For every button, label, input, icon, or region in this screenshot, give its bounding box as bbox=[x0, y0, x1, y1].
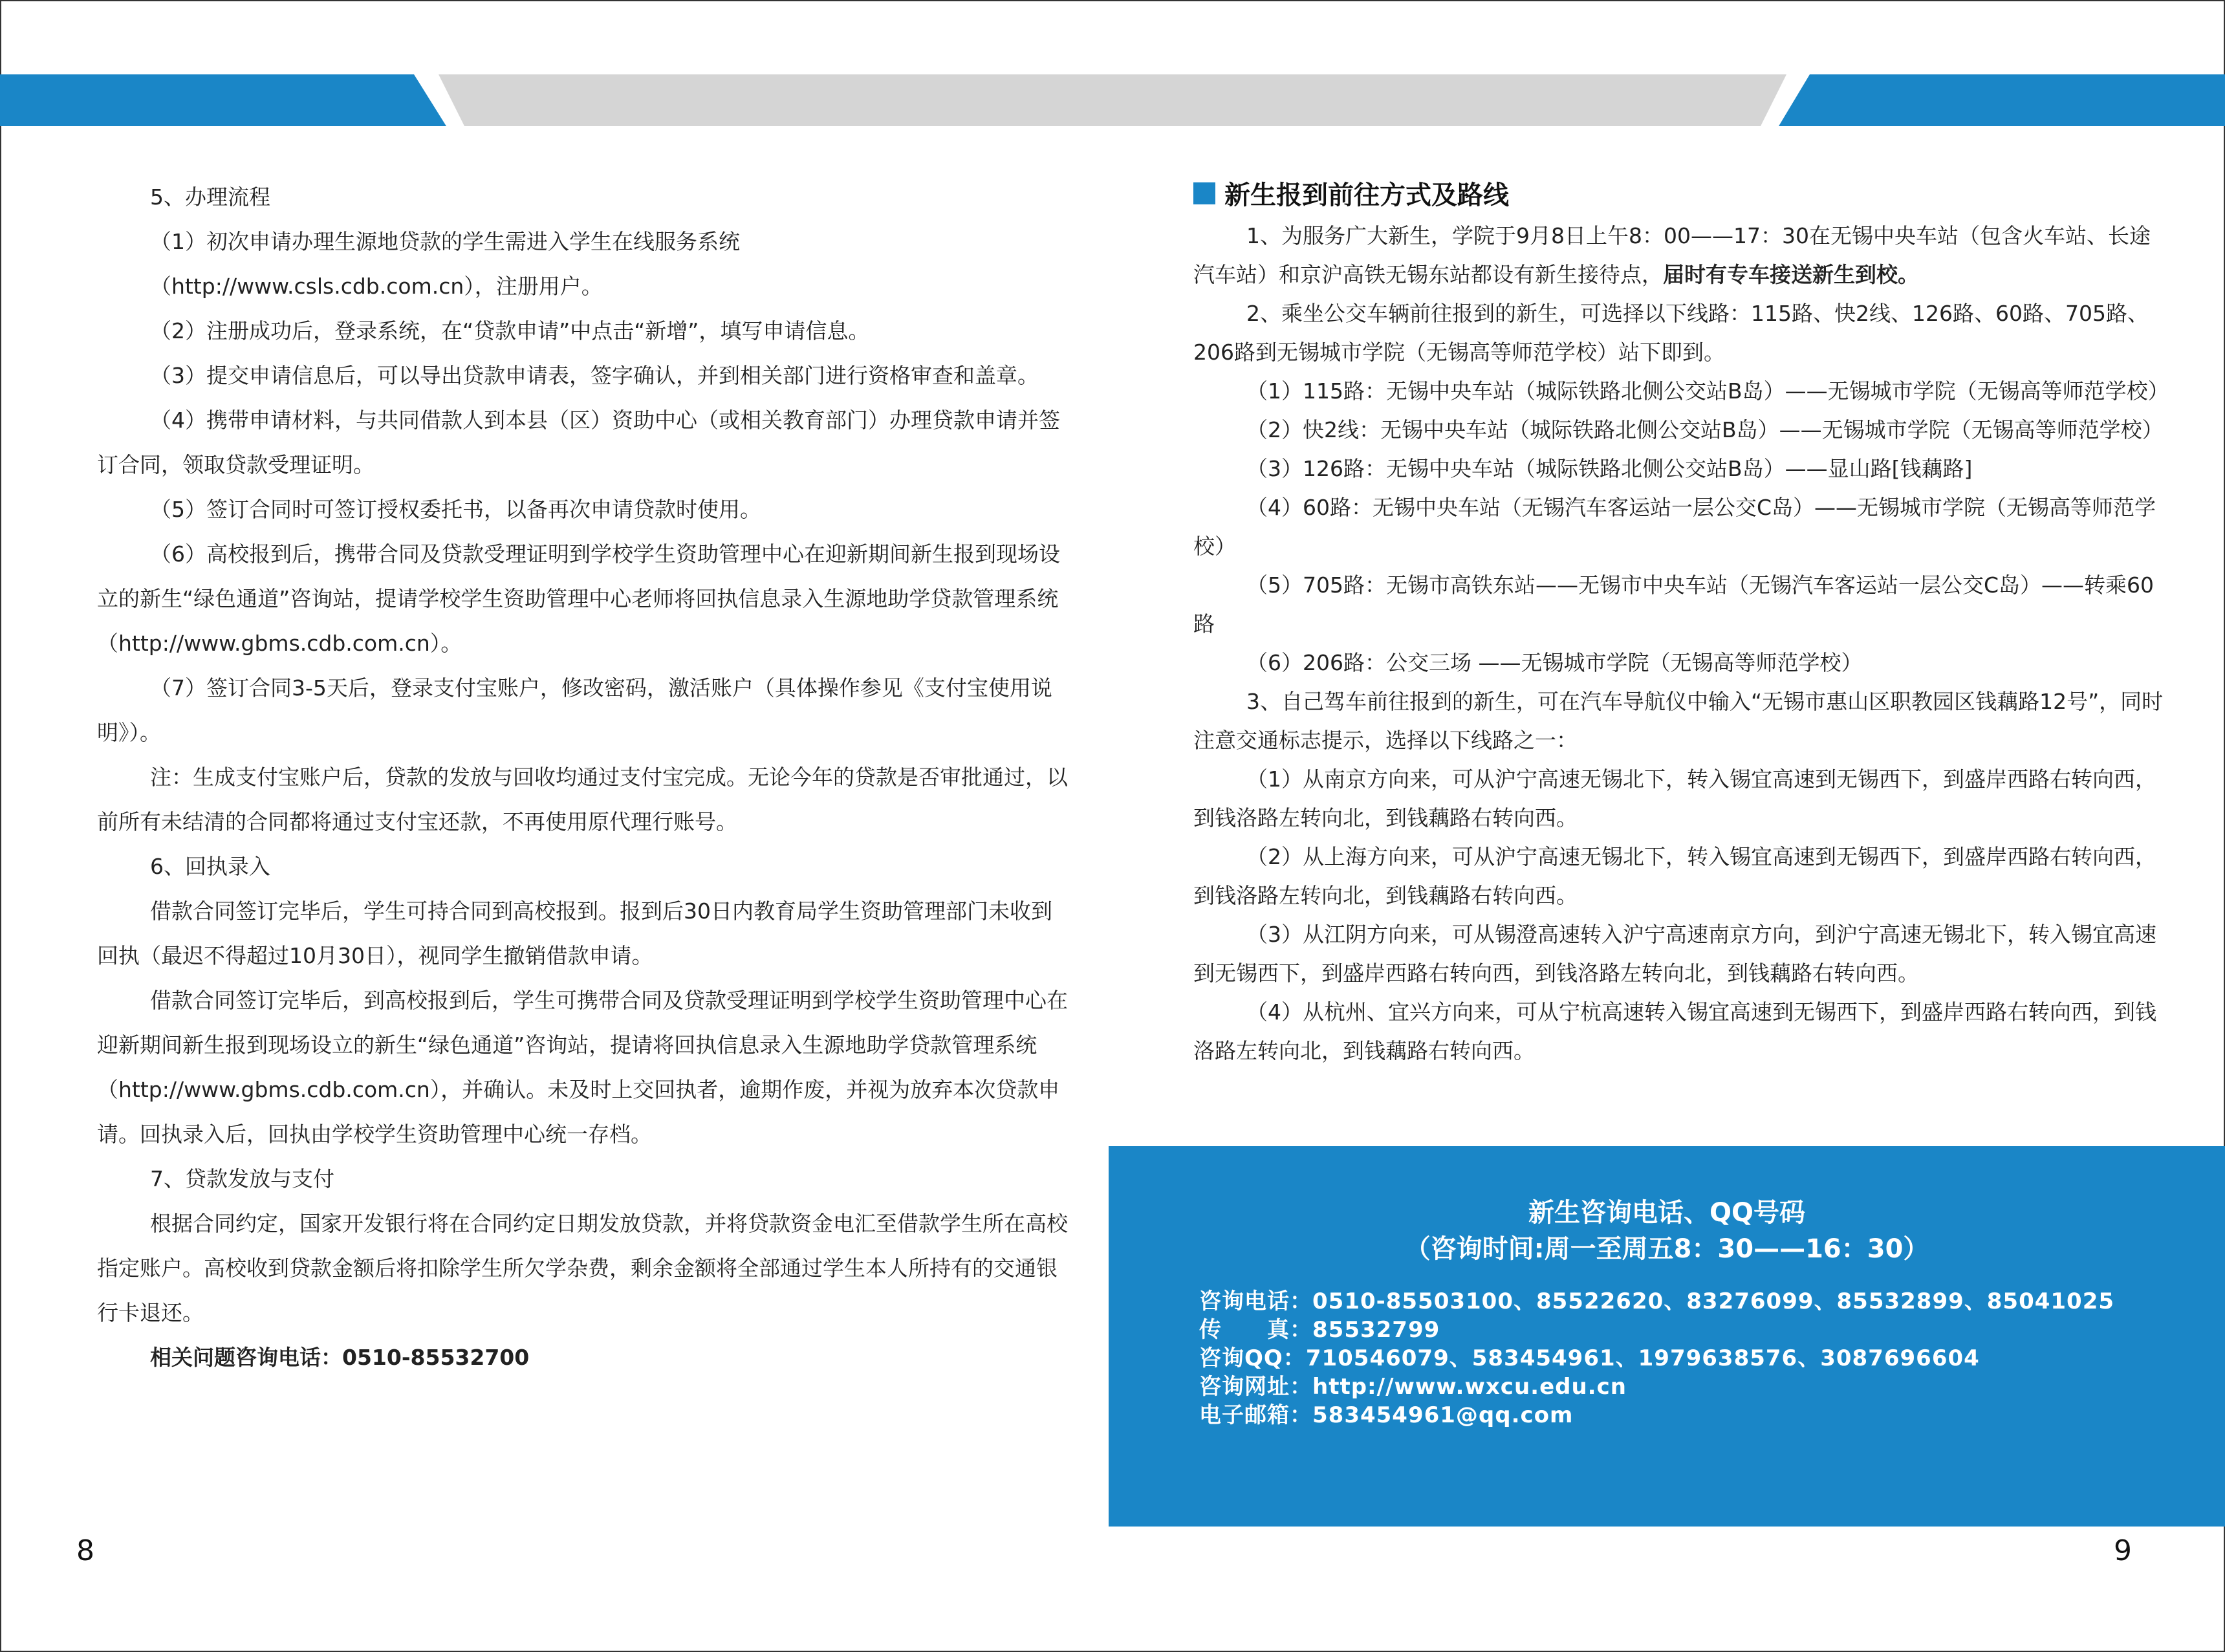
contact-value[interactable]: http://www.wxcu.edu.cn bbox=[1312, 1374, 1627, 1400]
contact-row-phone bbox=[1199, 1287, 2114, 1316]
contact-label: 电子邮箱： bbox=[1199, 1402, 1312, 1428]
right-page-content bbox=[1193, 175, 2169, 1071]
drive-route: （3）从江阴方向来，可从锡澄高速转入沪宁高速南京方向，到沪宁高速无锡北下，转入锡宜高速到无锡西下，到盛岸西路右转向西，到钱洛路左转向北，到钱藕路右转向西。 bbox=[1193, 922, 2156, 986]
drive-route: （1）从南京方向来，可从沪宁高速无锡北下，转入锡宜高速到无锡西下，到盛岸西路右转向西，到钱洛路左转向北，到钱藕路右转向西。 bbox=[1193, 766, 2156, 831]
right-paragraph: 3、自己驾车前往报到的新生，可在汽车导航仪中输入“无锡市惠山区职教园区钱藕路12号”，同时注意交通标志提示，选择以下线路之一： bbox=[1193, 689, 2164, 753]
contact-value: 85532799 bbox=[1312, 1317, 1440, 1343]
left-paragraph: 注：生成支付宝账户后，贷款的发放与回收均通过支付宝完成。无论今年的贷款是否审批通过，以前所有未结清的合同都将通过支付宝还款，不再使用原代理行账号。 bbox=[97, 765, 1068, 834]
drive-route: （2）从上海方向来，可从沪宁高速无锡北下，转入锡宜高速到无锡西下，到盛岸西路右转向西，到钱洛路左转向北，到钱藕路右转向西。 bbox=[1193, 844, 2156, 908]
contact-title-line2: （咨询时间:周一至周五8：30——16：30） bbox=[1404, 1234, 1929, 1264]
bus-route: （1）115路：无锡中央车站（城际铁路北侧公交站B岛）——无锡城市学院（无锡高等师范学校） bbox=[1246, 378, 2169, 404]
contact-row-fax bbox=[1199, 1316, 2114, 1344]
bus-route: （5）705路：无锡市高铁东站——无锡市中央车站（无锡汽车客运站一层公交C岛）——转乘60路 bbox=[1193, 572, 2154, 636]
left-paragraph: 根据合同约定，国家开发银行将在合同约定日期发放贷款，并将贷款资金电汇至借款学生所在高校指定账户。高校收到贷款金额后将扣除学生所欠学杂费，剩余金额将全部通过学生本人所持有的交通银行卡退还。 bbox=[97, 1211, 1068, 1325]
contact-row-qq bbox=[1199, 1344, 2114, 1373]
contact-row-website bbox=[1199, 1373, 2114, 1401]
banner-center-gray bbox=[439, 74, 1786, 126]
contact-value: 0510-85503100、85522620、83276099、85532899、85041025 bbox=[1312, 1288, 2115, 1314]
contact-label: 咨询QQ： bbox=[1199, 1345, 1306, 1371]
bus-route: （6）206路：公交三场 ——无锡城市学院（无锡高等师范学校） bbox=[1246, 650, 1863, 675]
left-paragraph: 7、贷款发放与支付 bbox=[150, 1166, 334, 1191]
right-paragraph: 2、乘坐公交车辆前往报到的新生，可选择以下线路：115路、快2线、126路、60路、705路、206路到无锡城市学院（无锡高等师范学校）站下即到。 bbox=[1193, 301, 2149, 365]
consult-phone-line: 相关问题咨询电话：0510-85532700 bbox=[150, 1345, 530, 1370]
bus-route: （3）126路：无锡中央车站（城际铁路北侧公交站B岛）——显山路[钱藕路] bbox=[1246, 456, 1973, 481]
left-paragraph: （3）提交申请信息后，可以导出贷款申请表，签字确认，并到相关部门进行资格审查和盖章。 bbox=[150, 363, 1039, 388]
left-paragraph: 6、回执录入 bbox=[150, 854, 270, 879]
left-paragraph: 借款合同签订完毕后，学生可持合同到高校报到。报到后30日内教育局学生资助管理部门未收到回执（最迟不得超过10月30日），视同学生撤销借款申请。 bbox=[97, 898, 1052, 968]
left-paragraph: 借款合同签订完毕后，到高校报到后，学生可携带合同及贷款受理证明到学校学生资助管理中心在迎新期间新生报到现场设立的新生“绿色通道”咨询站，提请将回执信息录入生源地助学贷款管理系统（http://www.gbms.cdb.com.cn），并确认。未及时上交回执者，逾期作废，并视为放弃本次贷款申请。回执录入后，回执由学校学生资助管理中心统一存档。 bbox=[97, 988, 1068, 1147]
left-paragraph: （2）注册成功后，登录系统，在“贷款申请”中点击“新增”，填写申请信息。 bbox=[150, 318, 870, 343]
left-paragraph: 5、办理流程 bbox=[150, 184, 270, 210]
section-heading-text: 新生报到前往方式及路线 bbox=[1224, 180, 1509, 210]
left-page-content bbox=[97, 175, 1070, 1380]
shuttle-bold-text: 届时有专车接送新生到校。 bbox=[1663, 262, 1919, 287]
contact-value[interactable]: 583454961@qq.com bbox=[1312, 1402, 1574, 1428]
left-paragraph: （1）初次申请办理生源地贷款的学生需进入学生在线服务系统 bbox=[150, 229, 740, 254]
contact-box bbox=[1109, 1146, 2225, 1527]
left-paragraph: （6）高校报到后，携带合同及贷款受理证明到学校学生资助管理中心在迎新期间新生报到现场设立的新生“绿色通道”咨询站，提请学校学生资助管理中心老师将回执信息录入生源地助学贷款管理系统（http://www.gbms.cdb.com.cn）。 bbox=[97, 541, 1060, 656]
left-paragraph: （http://www.csls.cdb.com.cn），注册用户。 bbox=[150, 274, 603, 299]
contact-value: 710546079、583454961、1979638576、3087696604 bbox=[1305, 1345, 1980, 1371]
right-paragraph bbox=[1193, 217, 2164, 294]
header-banner bbox=[0, 0, 2225, 129]
contact-row-email bbox=[1199, 1401, 2114, 1429]
left-paragraph: （7）签订合同3-5天后，登录支付宝账户，修改密码，激活账户（具体操作参见《支付宝使用说明》）。 bbox=[97, 675, 1052, 745]
bus-route: （2）快2线：无锡中央车站（城际铁路北侧公交站B岛）——无锡城市学院（无锡高等师范学校） bbox=[1246, 417, 2164, 442]
banner-right-blue bbox=[1779, 74, 2225, 126]
left-paragraph: （4）携带申请材料，与共同借款人到本县（区）资助中心（或相关教育部门）办理贷款申请并签订合同，领取贷款受理证明。 bbox=[97, 408, 1060, 477]
banner-left-blue bbox=[0, 74, 446, 126]
contact-label: 咨询网址： bbox=[1199, 1374, 1312, 1400]
bus-route: （4）60路：无锡中央车站（无锡汽车客运站一层公交C岛）——无锡城市学院（无锡高等师范学校） bbox=[1193, 495, 2156, 559]
left-paragraph: （5）签订合同时可签订授权委托书，以备再次申请贷款时使用。 bbox=[150, 497, 761, 522]
heading-square-icon bbox=[1193, 182, 1215, 204]
contact-title bbox=[1109, 1195, 2225, 1267]
contact-label: 咨询电话： bbox=[1199, 1288, 1312, 1314]
contact-title-line1: 新生咨询电话、QQ号码 bbox=[1528, 1198, 1805, 1228]
contact-list bbox=[1199, 1287, 2114, 1429]
contact-label: 传 真： bbox=[1199, 1317, 1312, 1343]
page-number-left: 8 bbox=[76, 1534, 94, 1567]
drive-route: （4）从杭州、宜兴方向来，可从宁杭高速转入锡宜高速到无锡西下，到盛岸西路右转向西，到钱洛路左转向北，到钱藕路右转向西。 bbox=[1193, 999, 2156, 1063]
shuttle-text: 1、为服务广大新生，学院于9月8日上午8：00——17：30在无锡中央车站（包含火车站、长途汽车站）和京沪高铁无锡东站都设有新生接待点， bbox=[1193, 223, 2151, 287]
section-heading bbox=[1193, 175, 2164, 212]
page-number-right: 9 bbox=[2114, 1534, 2132, 1567]
